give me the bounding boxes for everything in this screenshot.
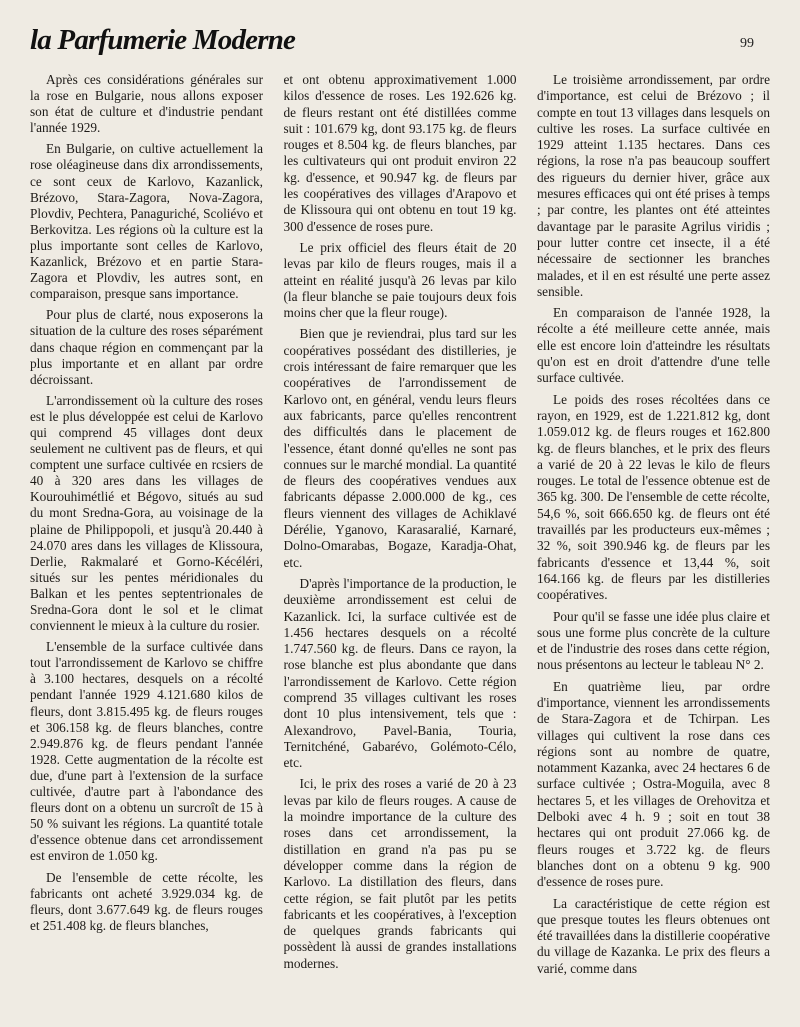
paragraph: Après ces considérations générales sur la rose en Bulgarie, nous allons exposer son état de culture et d'industrie pendant l'année 1929. (30, 72, 263, 136)
paragraph: En quatrième lieu, par ordre d'importance, viennent les arrondissements de Stara-Zagora et de Tchirpan. Les villages qui cultivent la rose dans ces régions sont au nombre de quatre, notamment Kazanka, avec 24 hectares 6 de surface cultivée ; Ostra-Moguila, avec 8 hectares 5, et les villages de Orehovitza et Delboki avec 4 h. 9 ; soit en tout 38 hectares qui ont produit 27.066 kg. de fleurs rouges et 3.722 kg. de fleurs blanches dont on a obtenu 9 kg. 900 d'essence de roses pure. (537, 678, 770, 890)
paragraph: Pour qu'il se fasse une idée plus claire et sous une forme plus concrète de la culture et de l'industrie des roses dans cette région, nous présentons au lecteur le tableau N° 2. (537, 608, 770, 673)
page-number: 99 (740, 36, 754, 51)
paragraph: D'après l'importance de la production, le deuxième arrondissement est celui de Kazanlick. Ici, la surface cultivée est de 1.456 hectares desquels on a récolté 1.747.560 kg. de fleurs. Dans ce rayon, la rose blanche est plus abondante que dans l'arrondissement de Karlovo. Cette région comprend 35 villages cultivant les roses dont 10 plus intensivement, tels que : Alexandrovo, Pavel-Bania, Touria, Ternitchéné, Gabarévo, Golémoto-Célo, etc. (283, 575, 517, 771)
paragraph: Le troisième arrondissement, par ordre d'importance, est celui de Brézovo ; il compte en tout 13 villages dans lesquels on cultive les roses. La surface cultivée en 1929 atteint 1.135 hectares. Dans ces régions, la rose n'a pas beaucoup souffert des rigueurs du dernier hiver, grâce aux mesures efficaces qui ont été prises à temps ; par contre, les plantes ont été atteintes davantage par le parasite Agrilus viridis ; pour lutter contre cet insecte, il a été nécessaire de sectionner les branches malades, et il en est résulté une perte assez sensible. (537, 72, 770, 299)
paragraph: Ici, le prix des roses a varié de 20 à 23 levas par kilo de fleurs rouges. A cause de la moindre importance de la culture des roses dans cet arrondissement, la distillation en grand n'a pas pu se développer comme dans la région de Karlovo. La distillation des fleurs, dans cette région, se fait plutôt par les petits fabricants et les coopératives, à l'exception de quelques grands fabricants qui possèdent là aussi de grandes installations modernes. (283, 776, 517, 971)
page-header (0, 0, 800, 70)
column-left (30, 72, 263, 1017)
paragraph: L'ensemble de la surface cultivée dans tout l'arrondissement de Karlovo se chiffre à 3.100 hectares, desquels on a récolté pendant l'année 1929 4.121.680 kilos de fleurs, dont 3.815.495 kg. de fleurs rouges et 306.158 kg. de fleurs blanches, contre 2.949.876 kg. de fleurs pendant l'année 1928. Cette augmentation de la récolte est due, d'une part à l'extension de la surface cultivée, d'autre part à l'abondance des fleurs dont on a obtenu un surcroît de 15 à 50 % suivant les régions. La quantité totale d'essence obtenue dans cet arrondissement est environ de 1.050 kg. (30, 639, 263, 864)
masthead-logo: la Parfumerie Moderne (30, 24, 296, 56)
column-right (537, 72, 770, 1017)
column-middle (284, 72, 517, 1017)
paragraph: Le poids des roses récoltées dans ce rayon, en 1929, est de 1.221.812 kg, dont 1.059.012 kg. de fleurs rouges et 162.800 kg. de fleurs blanches, et le prix des fleurs a varié de 20 à 22 levas le kilo de fleurs rouges. Le total de l'essence obtenue est de 365 kg. 300. De l'ensemble de cette récolte, 54,6 %, soit 666.650 kg. de fleurs ont été travaillés par les producteurs eux-mêmes ; 32 %, soit 390.946 kg. de fleurs par les fabricants d'essence et 13,44 %, soit 164.166 kg. de fleurs par les distilleries coopératives. (537, 391, 770, 603)
paragraph: De l'ensemble de cette récolte, les fabricants ont acheté 3.929.034 kg. de fleurs, dont 3.677.649 kg. de fleurs rouges et 251.408 kg. de fleurs blanches, (30, 869, 263, 933)
paragraph: Le prix officiel des fleurs était de 20 levas par kilo de fleurs rouges, mais il a atteint en réalité jusqu'à 26 levas par kilo (la fleur blanche se paie toujours deux fois moins cher que la fleur rouge). (283, 239, 517, 321)
paragraph: La caractéristique de cette région est que presque toutes les fleurs obtenues ont été travaillées dans la distillerie coopérative du village de Kazanka. Le prix des fleurs a varié, comme dans (537, 895, 770, 976)
paragraph: Bien que je reviendrai, plus tard sur les coopératives possédant des distilleries, je crois intéressant de faire remarquer que les coopératives de l'arrondissement de Karlovo ont, en général, vendu leurs fleurs aux fabricants, parce qu'elles rencontrent des difficultés dans le placement de l'essence, étant donné qu'elles ne sont pas connues sur le marché mondial. La quantité de fleurs des coopératives vendues aux fabricants dépasse 2.000.000 de kg., ces fleurs viennent des villages de Achiklavé Dérélie, Yganovo, Karasaralié, Karnaré, Dolno-Omarabas, Bogaze, Karadja-Ohat, etc. (283, 326, 517, 570)
article-columns (30, 72, 770, 1017)
paragraph: et ont obtenu approximativement 1.000 kilos d'essence de roses. Les 192.626 kg. de fleurs restant ont été distillées comme suit : 101.679 kg, dont 93.175 kg. de fleurs rouges et 8.504 kg. de fleurs blanches, par les cultivateurs qui ont produit environ 22 kg. d'essence, et 90.947 kg. de fleurs par les coopératives des villages d'Arapovo et de Klissoura qui ont obtenu en tout 19 kg. 300 d'essence de roses pure. (283, 72, 517, 234)
paragraph: En comparaison de l'année 1928, la récolte a été meilleure cette année, mais elle est encore loin d'atteindre les résultats qu'on est en droit d'attendre d'une telle surface cultivée. (537, 305, 770, 386)
paragraph: L'arrondissement où la culture des roses est le plus développée est celui de Karlovo qui comprend 45 villages dont deux seulement ne cultivent pas de fleurs, et qui comptent une surface cultivée en rcsiers de 40 à 320 ares dans les villages de Kourouhimétlié et Bégovo, situés au sud du mont Sredna-Gora, au voisinage de la plaine de Philippopoli, et jusqu'à 20.440 à 24.070 ares dans les villages de Klissoura, Derlie, Rakmalaré et Gorno-Kécéléri, situés sur les pentes méridionales du Balkan et les pentes septentrionales de Sredna-Gora dont le sol et le climat conviennent le mieux à la culture du rosier. (30, 392, 263, 634)
paragraph: En Bulgarie, on cultive actuellement la rose oléagineuse dans dix arrondissements, ce sont ceux de Karlovo, Kazanlick, Brézovo, Stara-Zagora, Nova-Zagora, Plovdiv, Pechtera, Panaguriché, Scoliévo et Berkovitza. Les régions où la culture est la plus importante sont celles de Karlovo, Kazanlick, Brézovo et en partie Stara-Zagora et Plovdiv, les autres sont, en comparaison, presque sans importance. (30, 141, 263, 302)
paragraph: Pour plus de clarté, nous exposerons la situation de la culture des roses séparément dans chaque région en commençant par la plus importante et en allant par ordre décroissant. (30, 307, 263, 387)
